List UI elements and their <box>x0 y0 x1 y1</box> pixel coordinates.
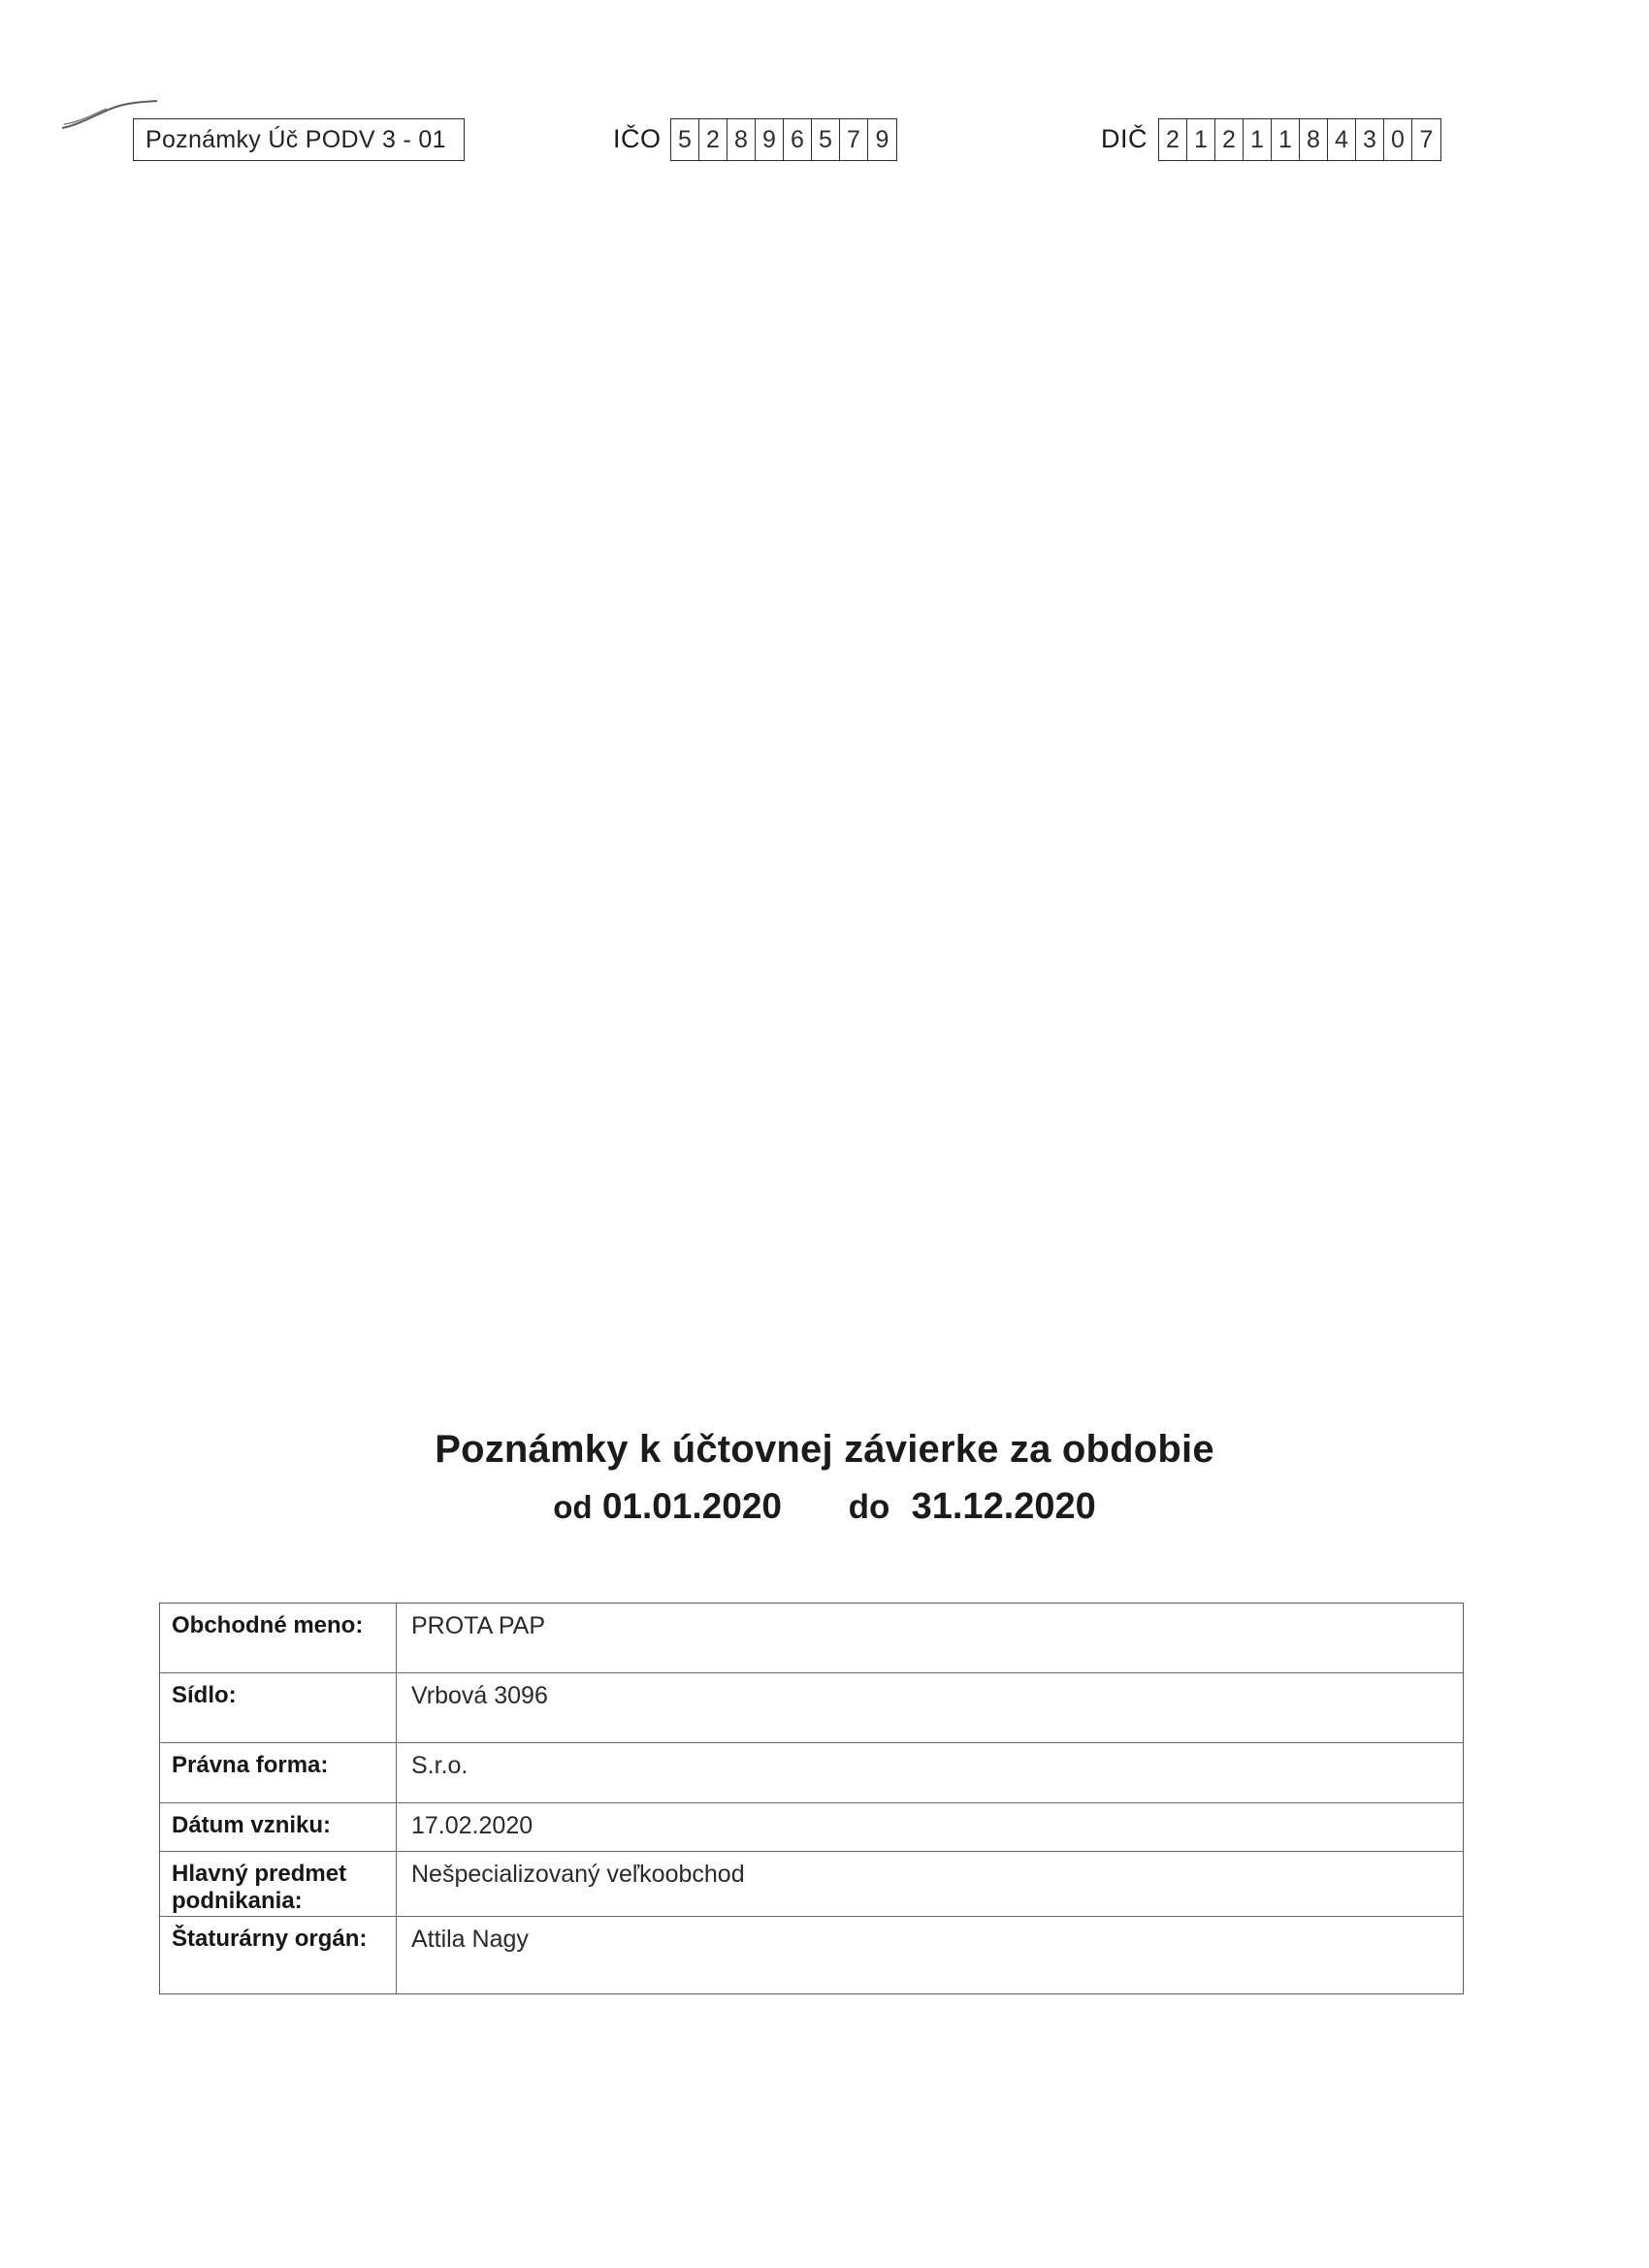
page-subtitle-period <box>0 1486 1649 1528</box>
ico-digit-cell: 9 <box>756 119 784 160</box>
dic-digit-cell: 4 <box>1328 119 1356 160</box>
dic-digit-cell: 1 <box>1272 119 1300 160</box>
table-row <box>160 1916 1463 1993</box>
info-row-value: PROTA PAP <box>397 1604 1464 1673</box>
dic-digit-cell: 7 <box>1419 125 1434 153</box>
dic-digit-boxes <box>1158 118 1441 161</box>
dic-digit-cell: 1 <box>1187 119 1215 160</box>
table-row <box>160 1743 1463 1803</box>
period-from-value: 01.01.2020 <box>601 1486 782 1526</box>
info-row-value: Nešpecializovaný veľkoobchod <box>397 1852 1464 1917</box>
ico-digit-cell: 6 <box>784 119 812 160</box>
dic-digit-cell: 1 <box>1244 119 1272 160</box>
info-row-label: Sídlo: <box>160 1673 397 1743</box>
info-row-label: Hlavný predmet podnikania: <box>160 1852 397 1917</box>
dic-digit-cell: 2 <box>1159 119 1187 160</box>
info-row-value: Vrbová 3096 <box>397 1673 1464 1743</box>
company-info-table <box>159 1603 1464 1994</box>
dic-digit-cell: 3 <box>1356 119 1384 160</box>
info-row-label: Právna forma: <box>160 1743 397 1803</box>
ico-digit-cell: 8 <box>728 119 756 160</box>
ico-digit-cell: 5 <box>812 119 840 160</box>
info-row-label: Dátum vzniku: <box>160 1803 397 1852</box>
period-from-label: od <box>553 1489 593 1525</box>
info-row-label: Štaturárny orgán: <box>160 1916 397 1993</box>
dic-digit-cell: 8 <box>1300 119 1328 160</box>
ico-digit-cell: 2 <box>699 119 728 160</box>
info-row-value: 17.02.2020 <box>397 1803 1464 1852</box>
dic-label: DIČ <box>1101 124 1148 153</box>
info-row-value: Attila Nagy <box>411 1925 529 1953</box>
ico-label: IČO <box>613 124 662 153</box>
ico-digit-boxes <box>670 118 897 161</box>
period-to-label: do <box>848 1488 890 1526</box>
ico-digit-cell: 7 <box>840 119 868 160</box>
table-row <box>160 1673 1463 1743</box>
dic-digit-cell: 0 <box>1384 119 1412 160</box>
table-row <box>160 1604 1463 1673</box>
dic-digit-cell: 2 <box>1215 119 1244 160</box>
form-code-box <box>133 118 465 161</box>
period-to-value: 31.12.2020 <box>911 1486 1096 1527</box>
document-header <box>0 56 1649 153</box>
ico-digit-cell: 5 <box>671 119 699 160</box>
page-title: Poznámky k účtovnej závierke za obdobie <box>435 1428 1214 1471</box>
table-row <box>160 1852 1463 1917</box>
table-row <box>160 1803 1463 1852</box>
form-code-text: Poznámky Úč PODV 3 - 01 <box>146 125 446 153</box>
ico-digit-cell: 9 <box>875 125 889 153</box>
info-row-label: Obchodné meno: <box>160 1604 397 1673</box>
info-row-value: S.r.o. <box>397 1743 1464 1803</box>
